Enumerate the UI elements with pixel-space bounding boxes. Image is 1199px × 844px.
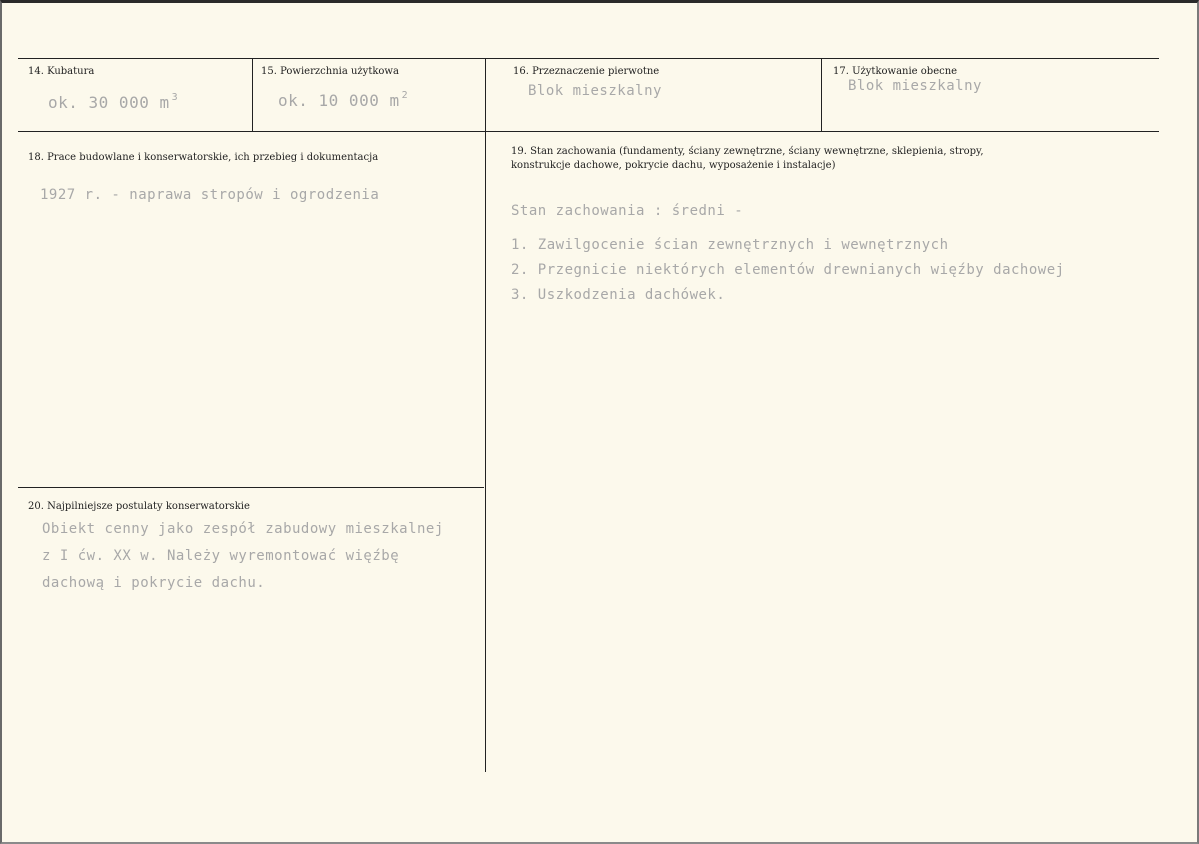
field-19-item-2: 2. Przegnicie niektórych elementów drewnianych więźby dachowej bbox=[511, 262, 1065, 278]
field-20-label: 20. Najpilniejsze postulaty konserwatorskie bbox=[28, 501, 250, 512]
field-16-value: Blok mieszkalny bbox=[528, 83, 662, 99]
field-20-line-1: Obiekt cenny jako zespół zabudowy mieszkalnej bbox=[42, 521, 444, 537]
field-14-value: ok. 30 000 m $^3$ bbox=[48, 92, 179, 112]
field-17-label: 17. Użytkowanie obecne bbox=[833, 66, 958, 77]
field-19-item-1: 1. Zawilgocenie ścian zewnętrznych i wewnętrznych bbox=[511, 237, 949, 253]
field-15-value: ok. 10 000 m $^2$ bbox=[278, 90, 409, 110]
field-20-line-3: dachową i pokrycie dachu. bbox=[42, 575, 266, 591]
field-19-label-line-2: konstrukcje dachowe, pokrycie dachu, wyposażenie i instalacje) bbox=[511, 160, 836, 171]
field-19-summary: Stan zachowania : średni - bbox=[511, 203, 744, 219]
divider-14-15 bbox=[252, 59, 253, 131]
field-15-label: 15. Powierzchnia użytkowa bbox=[261, 66, 399, 77]
field-17-value: Blok mieszkalny bbox=[848, 78, 982, 94]
field-18-label: 18. Prace budowlane i konserwatorskie, ich przebieg i dokumentacja bbox=[28, 152, 379, 163]
field-20-rule bbox=[18, 487, 484, 488]
field-14-superscript: 3 bbox=[171, 92, 179, 103]
divider-left-right bbox=[485, 132, 486, 772]
field-19-label-line-1: 19. Stan zachowania (fundamenty, ściany zewnętrzne, ściany wewnętrzne, sklepienia, stropy, bbox=[511, 146, 984, 157]
field-20-line-2: z I ćw. XX w. Należy wyremontować więźbę bbox=[42, 548, 400, 564]
field-15-superscript: 2 bbox=[401, 90, 409, 101]
divider-15-16 bbox=[485, 59, 486, 131]
field-19-item-3: 3. Uszkodzenia dachówek. bbox=[511, 287, 726, 303]
field-18-value: 1927 r. - naprawa stropów i ogrodzenia bbox=[40, 187, 380, 203]
divider-16-17 bbox=[821, 59, 822, 131]
middle-row-rule bbox=[18, 131, 1159, 132]
top-row-rule bbox=[18, 58, 1159, 59]
field-16-label: 16. Przeznaczenie pierwotne bbox=[513, 66, 660, 77]
field-14-label: 14. Kubatura bbox=[28, 66, 95, 77]
